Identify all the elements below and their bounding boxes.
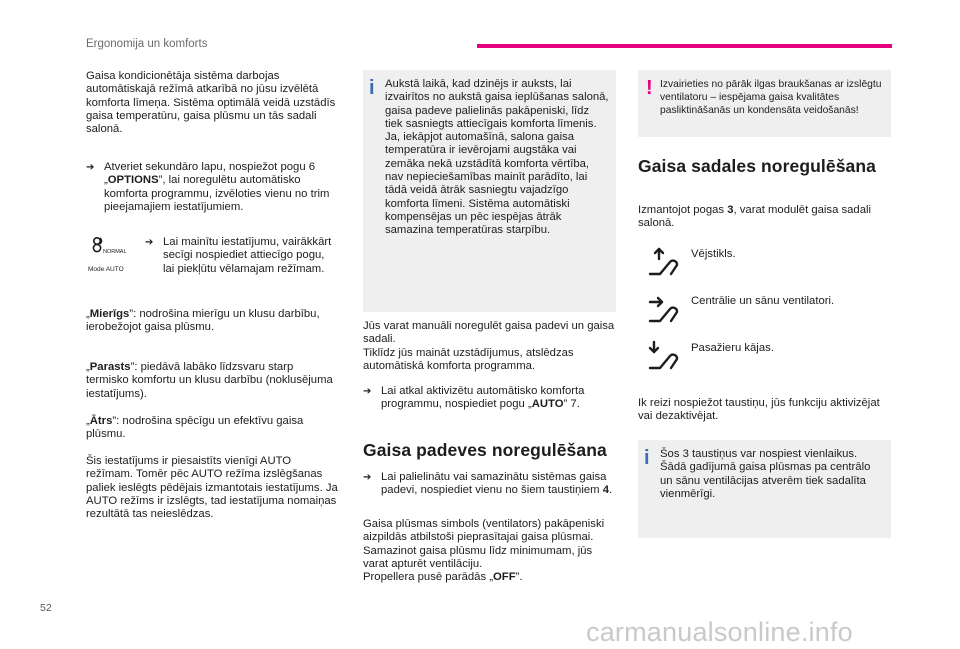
info-box-cold-start: i Aukstā laikā, kad dzinējs ir auksts, lai izvairītos no aukstā gaisa ieplūšanas salonā, gaisa padeve palielinās pakāpeniski, līdz tiek sasniegts attiecīgais komforta līmenis. Ja, iekāpjot automašīnā, salona gaisa temperatūra ir ievērojami augstāka vai zemāka nekā uzstādītā komforta vērtība, nav nepieciešamības mainīt parādīto, lai tādā veidā ātrāk sasniegtu vajadzīgo komforta līmeni. Sistēma automātiski kompensējas un pēc iespējas ātrāk samazina temperatūras starpību.: [363, 70, 616, 312]
watermark: carmanualsonline.info: [586, 617, 853, 647]
atrs-paragraph: „Ātrs”: nodrošina spēcīgu un efektīvu gaisa plūsmu.: [86, 415, 304, 441]
section-title-air-supply: Gaisa padeves noregulēšana: [363, 440, 607, 460]
vent-windshield-row: [646, 244, 736, 278]
vent-center-label: Centrālie un sānu ventilatori.: [691, 295, 835, 307]
fan-paragraph: Gaisa plūsmas simbols (ventilators) pakāpeniski aizpildās atbilstoši pieprasītajai gaisa plūsmai. Samazinot gaisa plūsmu līdz minimumam, jūs varat apturēt ventilāciju. Propellera pusē parādās „OFF”.: [363, 518, 605, 584]
header-title: Ergonomija un komforts: [86, 38, 208, 50]
header-accent-bar: [477, 44, 892, 48]
bullet-arrow-icon: ➔: [363, 386, 372, 397]
closing-paragraph: Šis iestatījums ir piesaistīts vienīgi AUTO režīmam. Tomēr pēc AUTO režīma izslēgšanas paliek ieslēgts pēdējais izmantotais iestatījums. Ja AUTO režīms ir izslēgts, tad iestatījuma nomaiņas rezultātā tas neieslēdzas.: [86, 455, 338, 521]
bullet-arrow-icon: ➔: [86, 162, 95, 173]
info-icon: i: [644, 447, 650, 469]
mode-auto-icon: [88, 231, 134, 275]
info-box-three-buttons: i Šos 3 taustiņus var nospiest vienlaikus. Šādā gadījumā gaisa plūsmas pa centrālo un sānu ventilācijas atverēm tiek sadalīta vienmērīgi.: [638, 440, 891, 538]
options-bullet: ➔ Atveriet sekundāro lapu, nospiežot pogu 6 „OPTIONS”, lai noregulētu automātisko komforta programmu, izvēloties vienu no trim pieejamajiem iestatījumiem.: [86, 161, 330, 213]
manual-paragraph: Jūs varat manuāli noregulēt gaisa padevi un gaisa sadali. Tiklīdz jūs maināt uzstādījumus, atslēdzas automātiskā komforta programma.: [363, 320, 615, 372]
vent-feet-label: Pasažieru kājas.: [691, 342, 774, 354]
section-title-air-distribution: Gaisa sadales noregulēšana: [638, 156, 876, 176]
toggle-paragraph: Ik reizi nospiežot taustiņu, jūs funkciju aktivizējat vai dezaktivējat.: [638, 397, 880, 423]
warning-icon: !: [646, 77, 653, 99]
intro-paragraph: Gaisa kondicionētāja sistēma darbojas automātiskajā režīmā atkarībā no jūsu izvēlētā komforta līmeņa. Sistēma optimālā veidā uzstādīs gaisa temperatūru, gaisa plūsmu un tās sadali salonā.: [86, 70, 336, 136]
vent-center-row: [646, 291, 834, 325]
fan-bullet: ➔ Lai palielinātu vai samazinātu sistēmas gaisa padevi, nospiediet vienu no šiem taustiņiem 4.: [363, 471, 613, 497]
mieriga-paragraph: „Mierīgs”: nodrošina mierīgu un klusu darbību, ierobežojot gaisa plūsmu.: [86, 308, 320, 334]
info-icon: i: [369, 77, 375, 99]
feet-vent-icon: [646, 338, 684, 372]
bullet-arrow-icon: ➔: [145, 237, 154, 248]
page-number: 52: [40, 602, 52, 614]
distribution-intro: Izmantojot pogas 3, varat modulēt gaisa sadali salonā.: [638, 204, 872, 230]
warning-box-fan-off: ! Izvairieties no pārāk ilgas braukšanas ar izslēgtu ventilatoru – iespējama gaisa kvalitātes pasliktināšanās un kondensāta veidošanās!: [638, 70, 891, 137]
bullet-arrow-icon: ➔: [363, 472, 372, 483]
windshield-vent-icon: [646, 244, 684, 278]
vent-windshield-label: Vējstikls.: [691, 248, 736, 260]
center-vent-icon: [646, 291, 684, 325]
auto-bullet: ➔ Lai atkal aktivizētu automātisko komforta programmu, nospiediet pogu „AUTO” 7.: [363, 385, 585, 411]
mode-normal-text: NORMAL: [103, 249, 127, 255]
mode-change-bullet: ➔ Lai mainītu iestatījumu, vairākkārt secīgi nospiediet attiecīgo pogu, lai piekļūtu vēlamajam režīmam.: [145, 236, 332, 275]
vent-feet-row: [646, 338, 774, 372]
mode-auto-label: Mode AUTO: [88, 266, 124, 273]
parasts-paragraph: „Parasts”: piedāvā labāko līdzsvaru starp termisko komfortu un klusu darbību (noklusējuma iestatījums).: [86, 361, 333, 400]
